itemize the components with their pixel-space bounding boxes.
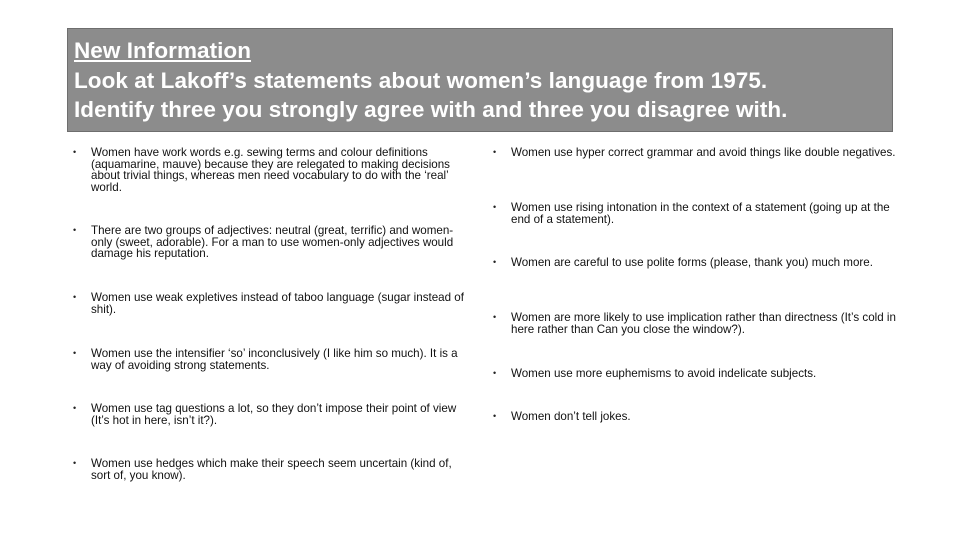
bullet-icon: • bbox=[493, 202, 497, 212]
bullet-icon: • bbox=[493, 147, 497, 157]
list-item-text: There are two groups of adjectives: neutral (great, terrific) and women-only (sweet, adorable). For a man to use women-only adjectives would damage his reputation. bbox=[91, 224, 454, 261]
bullet-icon: • bbox=[73, 292, 77, 302]
bullet-icon: • bbox=[493, 257, 497, 267]
list-item-text: Women have work words e.g. sewing terms and colour definitions (aquamarine, mauve) because they are relegated to making decisions about trivial things, whereas men need vocabulary to do with the ‘real’ world. bbox=[91, 146, 450, 194]
list-item-text: Women use tag questions a lot, so they don’t impose their point of view (It’s hot in here, isn’t it?). bbox=[91, 402, 457, 427]
bullet-icon: • bbox=[493, 411, 497, 421]
list-item-text: Women use the intensifier ‘so’ inconclusively (I like him so much). It is a way of avoiding strong statements. bbox=[91, 347, 458, 372]
bullet-icon: • bbox=[493, 312, 497, 322]
bullet-icon: • bbox=[73, 147, 77, 157]
list-item-text: Women are more likely to use implication rather than directness (It’s cold in here rather than Can you close the window?). bbox=[511, 311, 896, 336]
list-item-text: Women use hedges which make their speech seem uncertain (kind of, sort of, you know). bbox=[91, 457, 452, 482]
list-item-text: Women use hyper correct grammar and avoid things like double negatives. bbox=[511, 146, 896, 159]
list-item-text: Women don’t tell jokes. bbox=[511, 410, 631, 423]
bullet-icon: • bbox=[73, 403, 77, 413]
title-instruction-line-1: Look at Lakoff’s statements about women’s language from 1975. bbox=[74, 67, 768, 93]
bullet-icon: • bbox=[493, 368, 497, 378]
list-item-text: Women use rising intonation in the context of a statement (going up at the end of a statement). bbox=[511, 201, 890, 226]
bullet-icon: • bbox=[73, 458, 77, 468]
list-item-text: Women use weak expletives instead of taboo language (sugar instead of shit). bbox=[91, 291, 464, 316]
bullet-icon: • bbox=[73, 225, 77, 235]
title-instruction-line-2: Identify three you strongly agree with and three you disagree with. bbox=[74, 97, 788, 122]
title-box bbox=[67, 28, 893, 132]
title-heading: New Information bbox=[74, 38, 252, 63]
bullet-icon: • bbox=[73, 348, 77, 358]
list-item-text: Women use more euphemisms to avoid indelicate subjects. bbox=[511, 367, 817, 380]
list-item-text: Women are careful to use polite forms (please, thank you) much more. bbox=[511, 256, 873, 269]
